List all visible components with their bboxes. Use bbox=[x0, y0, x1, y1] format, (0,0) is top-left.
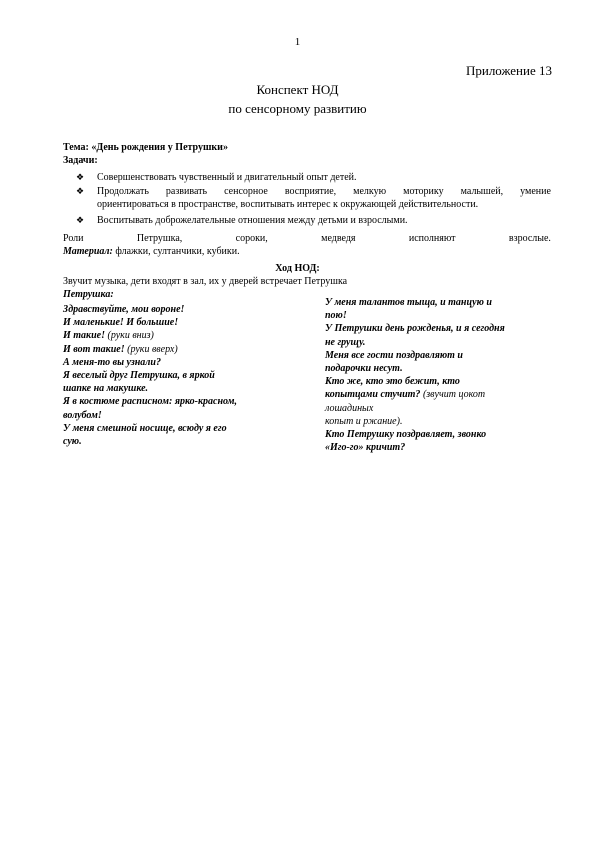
stage-direction: (руки вверх) bbox=[127, 343, 178, 355]
verse-text: Кто Петрушку поздравляет, звонко bbox=[325, 429, 487, 440]
task-item-line: Совершенствовать чувственный и двигательный опыт детей. bbox=[97, 172, 357, 183]
verse-line bbox=[63, 303, 184, 316]
stage-direction: (звучит цокот bbox=[422, 389, 486, 401]
verse-text: подарочки несут. bbox=[325, 363, 403, 374]
roles-word: взрослые. bbox=[508, 233, 551, 244]
verse-text: копытцами стучит? bbox=[325, 389, 423, 401]
task-item-line bbox=[97, 185, 551, 198]
stage-direction: лошадиных bbox=[325, 402, 374, 414]
verse-line bbox=[63, 356, 161, 369]
tasks-label: Задачи: bbox=[63, 155, 98, 166]
verse-line bbox=[325, 388, 485, 401]
appendix-label: Приложение 13 bbox=[465, 63, 552, 78]
verse-line bbox=[63, 409, 102, 422]
verse-text: не грущу. bbox=[325, 336, 366, 348]
verse-line bbox=[63, 395, 237, 408]
verse-line bbox=[63, 435, 82, 448]
task-word: умение bbox=[520, 186, 551, 197]
verse-text: Я в костюме расписном: ярко-красном, bbox=[63, 396, 238, 408]
intro-text: Звучит музыка, дети входят в зал, их у дверей встречает Петрушка bbox=[63, 276, 348, 287]
verse-line bbox=[63, 343, 178, 356]
verse-text: У меня талантов тыща, и танцую и bbox=[325, 297, 492, 308]
page-number: 1 bbox=[294, 36, 301, 48]
topic-line bbox=[63, 141, 228, 154]
document-title: Конспект НОД bbox=[256, 82, 339, 97]
verse-text: сую. bbox=[63, 436, 82, 447]
roles-word: Роли bbox=[63, 233, 84, 244]
verse-text: Я веселый друг Петрушка, в яркой bbox=[63, 370, 215, 381]
task-word: моторику bbox=[403, 186, 444, 197]
verse-line bbox=[63, 316, 178, 329]
verse-line bbox=[325, 309, 347, 322]
verse-text: А меня-то вы узнали? bbox=[63, 356, 161, 368]
topic-value: «День рождения у Петрушки» bbox=[91, 142, 228, 153]
bullet-icon: ❖ bbox=[76, 186, 85, 196]
verse-line bbox=[325, 402, 373, 415]
roles-word: сороки, bbox=[235, 233, 268, 244]
verse-text: Здравствуйте, мои вороне! bbox=[63, 304, 185, 315]
verse-text: Кто же, кто это бежит, кто bbox=[325, 376, 460, 388]
stage-direction: копыт и ржание). bbox=[325, 415, 403, 427]
task-word: сенсорное bbox=[224, 186, 268, 197]
roles-word: медведя bbox=[321, 233, 356, 244]
verse-line bbox=[63, 422, 227, 435]
bullet-icon: ❖ bbox=[76, 215, 85, 225]
task-item-line: Воспитывать доброжелательные отношения между детьми и взрослыми. bbox=[97, 215, 408, 226]
task-word: восприятие, bbox=[284, 186, 337, 197]
verse-line bbox=[325, 349, 463, 362]
topic-label: Тема: bbox=[63, 142, 89, 153]
roles-line bbox=[63, 232, 551, 245]
task-word: малышей, bbox=[460, 186, 504, 197]
verse-text: волубом! bbox=[63, 409, 102, 421]
stage-direction: (руки вниз) bbox=[107, 330, 154, 342]
verse-line bbox=[325, 441, 405, 454]
verse-line bbox=[325, 296, 492, 309]
verse-line bbox=[325, 322, 505, 335]
document-subtitle: по сенсорному развитию bbox=[228, 101, 367, 116]
material-label: Материал: bbox=[63, 246, 113, 257]
verse-text: У меня смешной носище, всюду я его bbox=[63, 422, 227, 434]
task-word: развивать bbox=[165, 186, 208, 197]
task-item-line: ориентироваться в пространстве, воспитывать интерес к окружающей действительности. bbox=[97, 199, 479, 210]
procedure-heading: Ход НОД: bbox=[275, 263, 320, 274]
task-word: Продолжать bbox=[97, 186, 149, 197]
verse-text: И маленькие! И большие! bbox=[63, 317, 179, 329]
task-word: мелкую bbox=[353, 186, 387, 197]
verse-text: пою! bbox=[325, 310, 347, 322]
verse-line bbox=[325, 336, 365, 349]
verse-line bbox=[325, 362, 403, 375]
bullet-icon: ❖ bbox=[76, 172, 85, 182]
verse-text: И вот такие! bbox=[63, 343, 128, 355]
speaker-label: Петрушка: bbox=[63, 289, 114, 300]
verse-text: «Иго-го» кричит? bbox=[325, 442, 406, 454]
material-value: флажки, султанчики, кубики. bbox=[112, 246, 240, 257]
verse-line bbox=[325, 428, 486, 441]
verse-line bbox=[325, 415, 402, 428]
verse-line bbox=[63, 369, 215, 382]
verse-text: У Петрушки день рожденья, и я сегодня bbox=[325, 323, 505, 335]
material-line bbox=[63, 245, 240, 258]
roles-word: исполняют bbox=[408, 233, 456, 244]
verse-line bbox=[63, 382, 148, 395]
verse-text: шапке на макушке. bbox=[63, 383, 149, 395]
verse-text: И такие! bbox=[63, 330, 108, 342]
verse-text: Меня все гости поздравляют и bbox=[325, 349, 463, 361]
roles-word: Петрушка, bbox=[136, 233, 183, 244]
verse-line bbox=[325, 375, 460, 388]
verse-line bbox=[63, 329, 154, 342]
